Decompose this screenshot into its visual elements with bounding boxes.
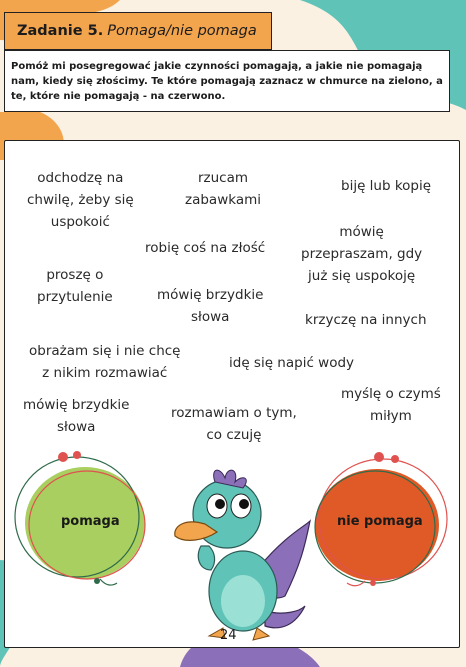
- not-helps-label: nie pomaga: [337, 514, 423, 529]
- activity-item: rozmawiam o tym, co czuję: [171, 405, 297, 443]
- duck-belly: [221, 575, 265, 627]
- activity-item: krzyczę na innych: [305, 312, 427, 328]
- duck-pupil: [239, 499, 249, 509]
- orange-cloud-dot: [391, 455, 399, 463]
- instruction-box: [4, 50, 450, 112]
- orange-cloud-dot: [370, 580, 376, 586]
- activity-item: proszę o przytulenie: [37, 267, 113, 305]
- activity-item: idę się napić wody: [229, 355, 355, 371]
- activity-item: obrażam się i nie chcę z nikim rozmawiać: [29, 343, 181, 381]
- duck-mascot-illustration: [165, 466, 315, 646]
- helps-label: pomaga: [61, 514, 120, 529]
- instruction-line: te, które nie pomagają - na czerwono.: [11, 91, 226, 102]
- activity-item: mówię przepraszam, gdy już się uspokoję: [301, 224, 423, 284]
- green-cloud-dot: [58, 452, 68, 462]
- task-title: [4, 12, 272, 50]
- task-title-subtitle: Pomaga/nie pomaga: [107, 23, 257, 39]
- activity-item: robię coś na złość: [145, 240, 266, 256]
- green-cloud-dot: [94, 578, 100, 584]
- instruction-line: nam, kiedy się złościmy. Te które pomagają zaznacz w chmurce na zielono, a: [11, 76, 443, 87]
- orange-cloud-dot: [374, 452, 384, 462]
- page-number: 24: [220, 628, 237, 643]
- instruction-line: Pomóż mi posegregować jakie czynności pomagają, a jakie nie pomagają: [11, 61, 423, 72]
- activity-item: mówię brzydkie słowa: [157, 287, 264, 325]
- activity-item: rzucam zabawkami: [185, 170, 261, 208]
- activity-item: biję lub kopię: [341, 178, 432, 194]
- activity-item: odchodzę na chwilę, żeby się uspokoić: [27, 170, 134, 230]
- duck-foot: [253, 628, 269, 640]
- duck-hand: [198, 546, 214, 570]
- task-title-bold: Zadanie 5.: [17, 23, 104, 39]
- green-cloud-tail: [100, 579, 117, 585]
- worksheet-panel: [4, 140, 460, 648]
- activity-item: mówię brzydkie słowa: [23, 397, 130, 435]
- activity-item: myślę o czymś miłym: [341, 386, 441, 424]
- duck-pupil: [215, 499, 225, 509]
- green-cloud-dot: [73, 451, 81, 459]
